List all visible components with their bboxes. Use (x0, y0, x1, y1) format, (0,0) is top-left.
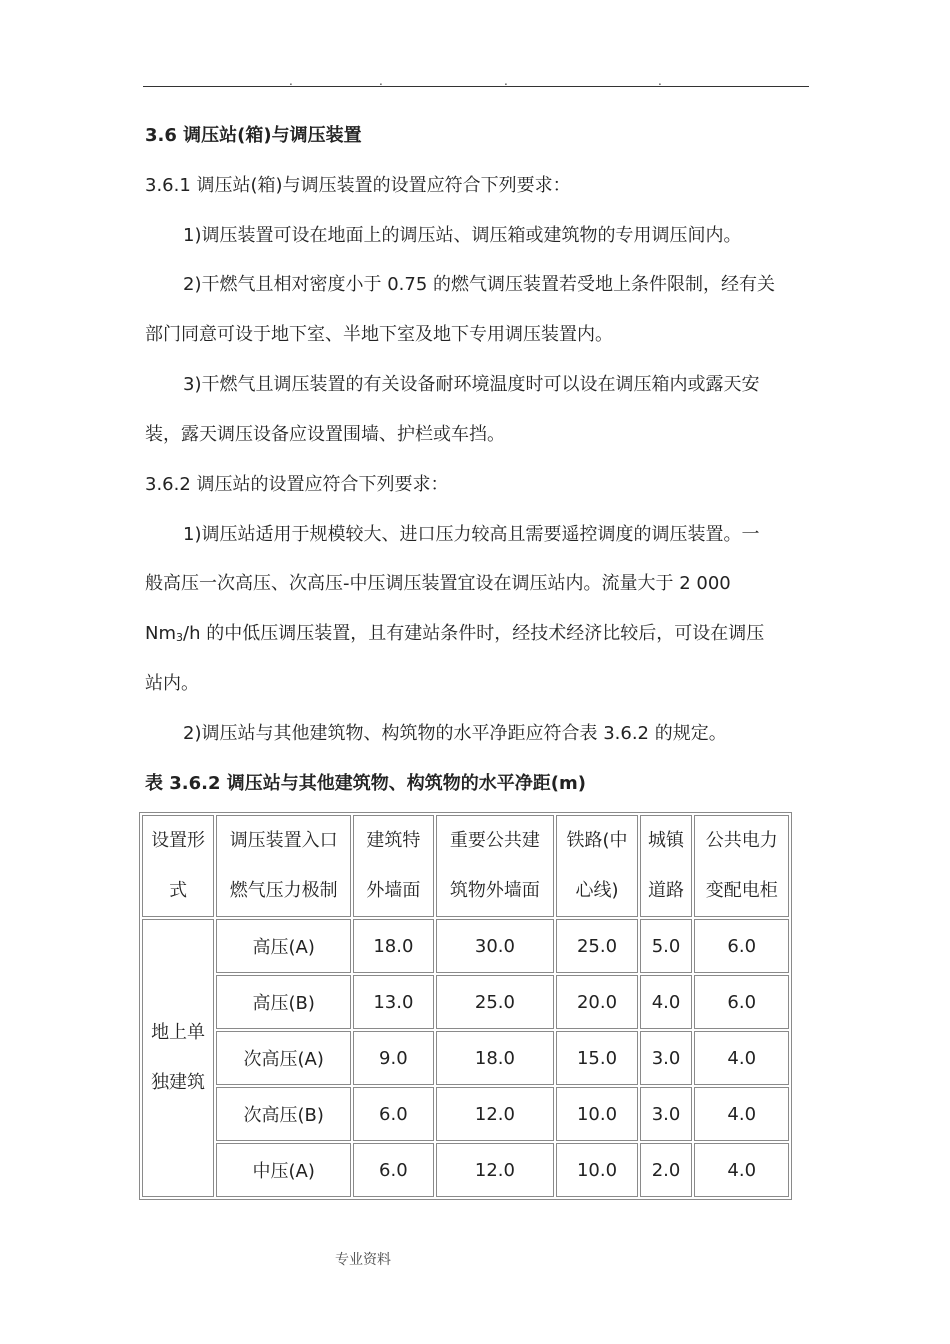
clause-362-item-2: 2)调压站与其他建筑物、构筑物的水平净距应符合表 3.6.2 的规定。 (183, 723, 727, 744)
table-cell: 12.0 (436, 1143, 555, 1197)
table-cell: 4.0 (694, 1143, 789, 1197)
clause-362-item-1-line-3 (145, 622, 764, 650)
table-row (142, 1031, 789, 1085)
header-cell: 城镇 道路 (640, 815, 693, 917)
table-title: 表 3.6.2 调压站与其他建筑物、构筑物的水平净距(m) (145, 773, 586, 794)
clause-361-item-2-line-2: 部门同意可设于地下室、半地下室及地下专用调压装置内。 (145, 324, 613, 345)
table-cell: 6.0 (694, 975, 789, 1029)
clause-361-item-3-line-2: 装，露天调压设备应设置围墙、护栏或车挡。 (145, 424, 505, 445)
unit-subscript: 3 (176, 631, 183, 644)
table-cell: 5.0 (640, 919, 693, 973)
table-cell: 6.0 (353, 1143, 433, 1197)
table-cell: 高压(B) (216, 975, 351, 1029)
table-row (142, 919, 789, 973)
clause-361-item-1: 1)调压装置可设在地面上的调压站、调压箱或建筑物的专用调压间内。 (183, 225, 742, 246)
header-dot: . (379, 74, 383, 88)
table-cell: 18.0 (436, 1031, 555, 1085)
unit-nm: Nm (145, 623, 176, 644)
clause-text: /h 的中低压调压装置，且有建站条件时，经技术经济比较后，可设在调压 (183, 623, 765, 644)
header-cell: 铁路(中 心线) (556, 815, 637, 917)
table-cell: 3.0 (640, 1087, 693, 1141)
table-cell: 4.0 (640, 975, 693, 1029)
table-cell: 15.0 (556, 1031, 637, 1085)
table-cell: 4.0 (694, 1031, 789, 1085)
clause-361-title: 3.6.1 调压站(箱)与调压装置的设置应符合下列要求： (145, 175, 571, 196)
table-cell: 次高压(B) (216, 1087, 351, 1141)
header-rule (143, 86, 809, 87)
table-row (142, 975, 789, 1029)
header-cell: 建筑特 外墙面 (353, 815, 433, 917)
table-cell: 25.0 (436, 975, 555, 1029)
header-cell: 公共电力 变配电柜 (694, 815, 789, 917)
table-cell: 20.0 (556, 975, 637, 1029)
table-cell: 10.0 (556, 1087, 637, 1141)
clearance-table (139, 812, 792, 1200)
table-cell: 10.0 (556, 1143, 637, 1197)
table-header-row (142, 815, 789, 917)
header-dot: . (658, 74, 662, 88)
table-cell: 高压(A) (216, 919, 351, 973)
clause-362-item-1-line-1: 1)调压站适用于规模较大、进口压力较高且需要遥控调度的调压装置。一 (183, 524, 760, 545)
clause-361-item-3-line-1: 3)干燃气且调压装置的有关设备耐环境温度时可以设在调压箱内或露天安 (183, 374, 760, 395)
table-cell: 6.0 (694, 919, 789, 973)
header-dot: . (504, 74, 508, 88)
clause-362-item-1-line-4: 站内。 (145, 673, 199, 694)
header-cell: 重要公共建 筑物外墙面 (436, 815, 555, 917)
section-title: 3.6 调压站(箱)与调压装置 (145, 125, 362, 146)
table-row (142, 1143, 789, 1197)
table-cell: 30.0 (436, 919, 555, 973)
table-cell: 4.0 (694, 1087, 789, 1141)
table-row (142, 1087, 789, 1141)
clause-362-item-1-line-2: 般高压一次高压、次高压-中压调压装置宜设在调压站内。流量大于 2 000 (145, 573, 731, 594)
group-cell: 地上单 独建筑 (142, 919, 214, 1197)
table-cell: 2.0 (640, 1143, 693, 1197)
table-cell: 6.0 (353, 1087, 433, 1141)
table-cell: 中压(A) (216, 1143, 351, 1197)
table-cell: 次高压(A) (216, 1031, 351, 1085)
table-cell: 25.0 (556, 919, 637, 973)
table-cell: 18.0 (353, 919, 433, 973)
clause-361-item-2-line-1: 2)干燃气且相对密度小于 0.75 的燃气调压装置若受地上条件限制，经有关 (183, 274, 775, 295)
table-cell: 12.0 (436, 1087, 555, 1141)
table-cell: 9.0 (353, 1031, 433, 1085)
clause-362-title: 3.6.2 调压站的设置应符合下列要求： (145, 474, 449, 495)
header-dot: . (289, 74, 293, 88)
header-cell: 设置形 式 (142, 815, 214, 917)
table-cell: 3.0 (640, 1031, 693, 1085)
page-footer: 专业资料 (335, 1252, 391, 1268)
table-cell: 13.0 (353, 975, 433, 1029)
header-cell: 调压装置入口 燃气压力极制 (216, 815, 351, 917)
